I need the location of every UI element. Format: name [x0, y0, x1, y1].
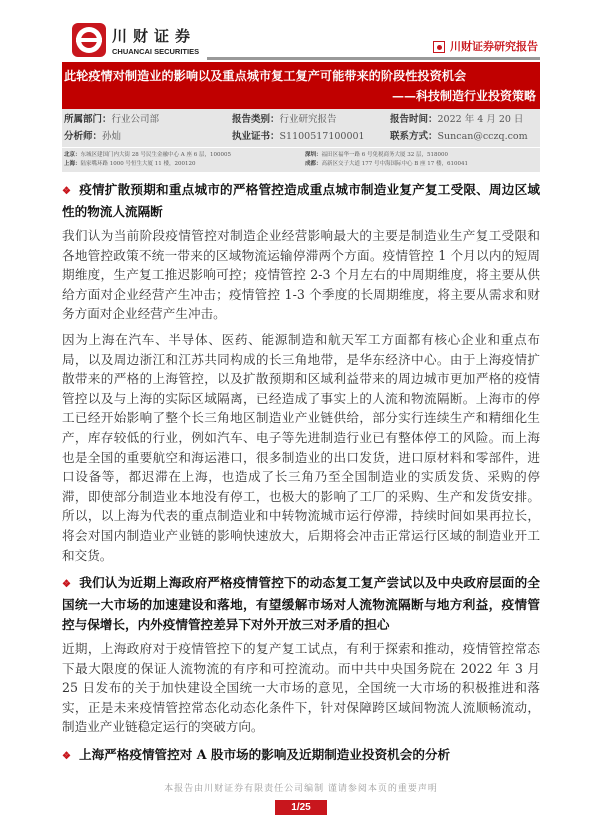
diamond-bullet-icon: ❖ [62, 751, 71, 763]
address-item [305, 151, 538, 160]
diamond-bullet-icon: ❖ [62, 186, 72, 197]
page-header [62, 0, 540, 62]
company-logo [72, 23, 199, 57]
heading-text: 上海严格疫情管控对 A 股市场的影响及近期制造业投资机会的分析 [78, 747, 451, 763]
address-city: 成都： [305, 161, 322, 167]
date-field [390, 112, 538, 127]
analyst-label: 分析师： [64, 131, 103, 142]
report-title: 此轮疫情对制造业的影响以及重点城市复工复产可能带来的阶段性投资机会 [64, 69, 467, 83]
section-heading [62, 180, 540, 222]
cert-value: S1100517100001 [279, 131, 365, 142]
cert-label: 执业证书： [232, 131, 280, 142]
address-item [64, 160, 297, 169]
contact-label: 联系方式： [390, 131, 438, 142]
logo-en: CHUANCAI SECURITIES [112, 47, 200, 56]
report-subtitle: ——科技制造行业投资策略 [391, 89, 536, 103]
brand-icon [433, 41, 445, 53]
heading-text: 我们认为近期上海政府严格疫情管控下的动态复工复产尝试以及中央政府层面的全国统一大市场的加速建设和落地，有望缓解市场对人流物流隔断与地方利益，疫情管控与保增长，内外疫情管控差异下对外开放三对矛盾的担心 [62, 575, 541, 633]
cert-field [232, 129, 390, 144]
analyst-value: 孙灿 [102, 131, 122, 142]
address-city: 深圳： [305, 152, 322, 158]
page-number: 1/25 [275, 800, 327, 815]
contact-field [390, 129, 538, 144]
address-item [305, 160, 538, 169]
brand-label: 川财证券研究报告 [450, 40, 538, 53]
dept-field [64, 112, 232, 127]
paragraph: 近期，上海政府对于疫情管控下的复产复工试点，有利于探索和推动，疫情管控常态下最大限度的保证人流物流的有序和可控流动。而中共中央国务院在 2022 年 3 月 25 日发布的关于加快建设全国统一大市场的意见，全国统一大市场的积极推进和落实，正是未来疫情管控常态化动态化条件下，针对保障跨区域间物流人流顺畅流动，制造业产业链稳定运行的突破方向。 [62, 641, 540, 735]
dept-label: 所属部门： [64, 114, 112, 125]
address-text: 东城区建国门内大街 28 号民生金融中心 A 座 6 层，100005 [80, 152, 231, 158]
address-text: 福田区福华一路 6 号免税商务大厦 32 层，518000 [321, 152, 449, 158]
date-label: 报告时间： [390, 114, 438, 125]
type-value: 行业研究报告 [279, 114, 337, 125]
report-info [62, 109, 540, 147]
title-banner [62, 62, 540, 109]
type-label: 报告类别： [232, 114, 280, 125]
logo-cn: 川财证券 [112, 27, 197, 45]
type-field [232, 112, 390, 127]
address-city: 北京： [64, 152, 81, 158]
date-value: 2022 年 4 月 20 日 [437, 114, 524, 125]
office-addresses [62, 147, 540, 172]
header-rule [207, 57, 540, 60]
diamond-bullet-icon: ❖ [62, 579, 72, 591]
analyst-field [64, 129, 232, 144]
paragraph: 我们认为当前阶段疫情管控对制造企业经营影响最大的主要是制造业生产复工受限和各地管控政策不统一带来的区域物流运输停滞两个方面。疫情管控 1 个月以内的短周期维度，生产复工推迟影响可控；疫情管控 2-3 个月左右的中周期维度，将主要从供给方面对企业经营产生冲击；疫情管控 1-3 个季度的长周期维度，将主要从需求和财务方面对企业经营产生冲击。 [62, 228, 540, 322]
page-footer [62, 771, 540, 831]
address-item [64, 151, 297, 160]
section-heading [62, 745, 540, 767]
address-city: 上海： [64, 161, 81, 167]
footer-disclaimer: 本报告由川财证券有限责任公司编制 谨请参阅本页的重要声明 [164, 784, 438, 795]
heading-text: 疫情扩散预期和重点城市的严格管控造成重点城市制造业复产复工受限、周边区域性的物流人流隔断 [62, 182, 541, 219]
address-text: 高新区交子大道 177 号中海国际中心 B 座 17 楼，610041 [321, 161, 469, 167]
section-heading [62, 573, 540, 635]
paragraph: 因为上海在汽车、半导体、医药、能源制造和航天军工方面都有核心企业和重点布局，以及周边浙江和江苏共同构成的长三角地带，是华东经济中心。由于上海疫情扩散带来的严格的上海管控，以及扩散预期和区域利益带来的周边城市更加严格的疫情管控以及与上海的实际区域隔离，已经造成了事实上的人流和物流隔断。上海市的停工已经开始影响了整个长三角地区制造业产业链供给，部分实行连续生产和精细化生产，库存较低的行业，例如汽车、电子等先进制造行业已有整体停工的风险。而上海也是全国的重要航空和海运港口，很多制造业的出口发货，进口原材料和零部件，进口设备等，都迟滞在上海，也造成了长三角乃至全国制造业的实质发货、采购的停滞，即使部分制造业本地没有停工，也极大的影响了工厂的采购、生产和发货安排。所以，以上海为代表的重点制造业和中转物流城市运行停滞，持续时间如果再拉长，将会对国内制造业产业链的影响快速放大，后期将会冲击正常运行区域的制造业开工和交货。 [62, 331, 540, 563]
contact-value: Suncan@cczq.com [437, 131, 528, 142]
dept-value: 行业公司部 [111, 114, 160, 125]
report-brand [433, 40, 538, 54]
logo-icon [72, 23, 106, 57]
address-text: 陆家嘴环路 1000 号恒生大厦 11 楼，200120 [80, 161, 196, 167]
